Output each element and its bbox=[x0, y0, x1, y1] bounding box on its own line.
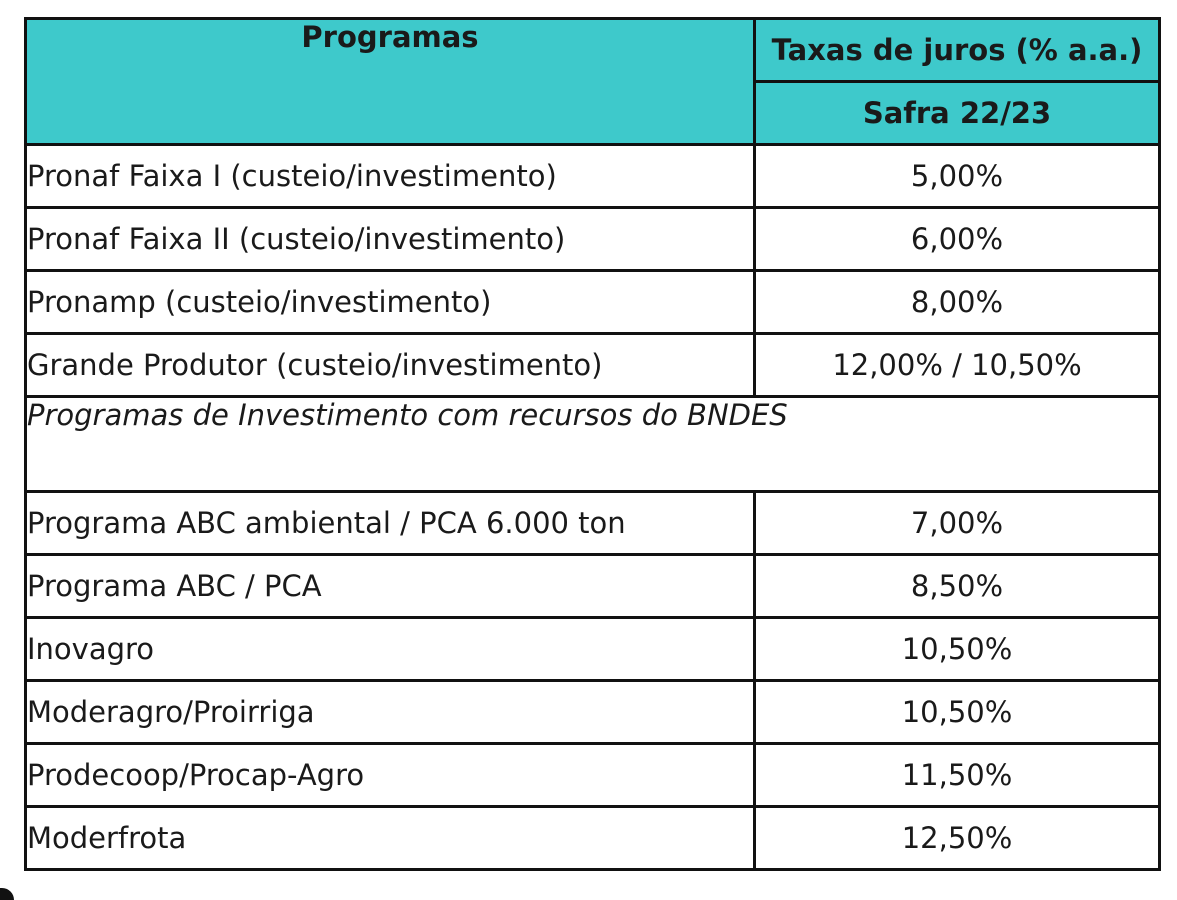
table-row bbox=[26, 334, 1160, 397]
program-rate: 8,00% bbox=[755, 271, 1160, 334]
bndes-section-label: Programas de Investimento com recursos do BNDES bbox=[26, 397, 1160, 492]
table-row bbox=[26, 492, 1160, 555]
program-name: Pronamp (custeio/investimento) bbox=[26, 271, 755, 334]
interest-rates-table bbox=[24, 17, 1161, 871]
program-rate: 11,50% bbox=[755, 744, 1160, 807]
table-row bbox=[26, 145, 1160, 208]
table-row bbox=[26, 618, 1160, 681]
program-rate: 7,00% bbox=[755, 492, 1160, 555]
section-row bbox=[26, 397, 1160, 492]
program-rate: 8,50% bbox=[755, 555, 1160, 618]
program-rate: 10,50% bbox=[755, 618, 1160, 681]
table-row bbox=[26, 807, 1160, 870]
program-rate: 12,50% bbox=[755, 807, 1160, 870]
program-name: Programa ABC ambiental / PCA 6.000 ton bbox=[26, 492, 755, 555]
season-header: Safra 22/23 bbox=[755, 82, 1160, 145]
program-name: Grande Produtor (custeio/investimento) bbox=[26, 334, 755, 397]
program-name: Pronaf Faixa I (custeio/investimento) bbox=[26, 145, 755, 208]
program-name: Programa ABC / PCA bbox=[26, 555, 755, 618]
program-rate: 5,00% bbox=[755, 145, 1160, 208]
corner-shadow bbox=[0, 888, 14, 900]
program-name: Moderfrota bbox=[26, 807, 755, 870]
program-name: Inovagro bbox=[26, 618, 755, 681]
program-rate: 10,50% bbox=[755, 681, 1160, 744]
program-rate: 12,00% / 10,50% bbox=[755, 334, 1160, 397]
program-rate: 6,00% bbox=[755, 208, 1160, 271]
table-row bbox=[26, 681, 1160, 744]
table-row bbox=[26, 744, 1160, 807]
header-row bbox=[26, 19, 1160, 82]
program-name: Pronaf Faixa II (custeio/investimento) bbox=[26, 208, 755, 271]
table-row bbox=[26, 555, 1160, 618]
program-name: Prodecoop/Procap-Agro bbox=[26, 744, 755, 807]
programs-column-header: Programas bbox=[26, 19, 755, 145]
table-row bbox=[26, 208, 1160, 271]
table-row bbox=[26, 271, 1160, 334]
program-name: Moderagro/Proirriga bbox=[26, 681, 755, 744]
rate-column-header: Taxas de juros (% a.a.) bbox=[755, 19, 1160, 82]
